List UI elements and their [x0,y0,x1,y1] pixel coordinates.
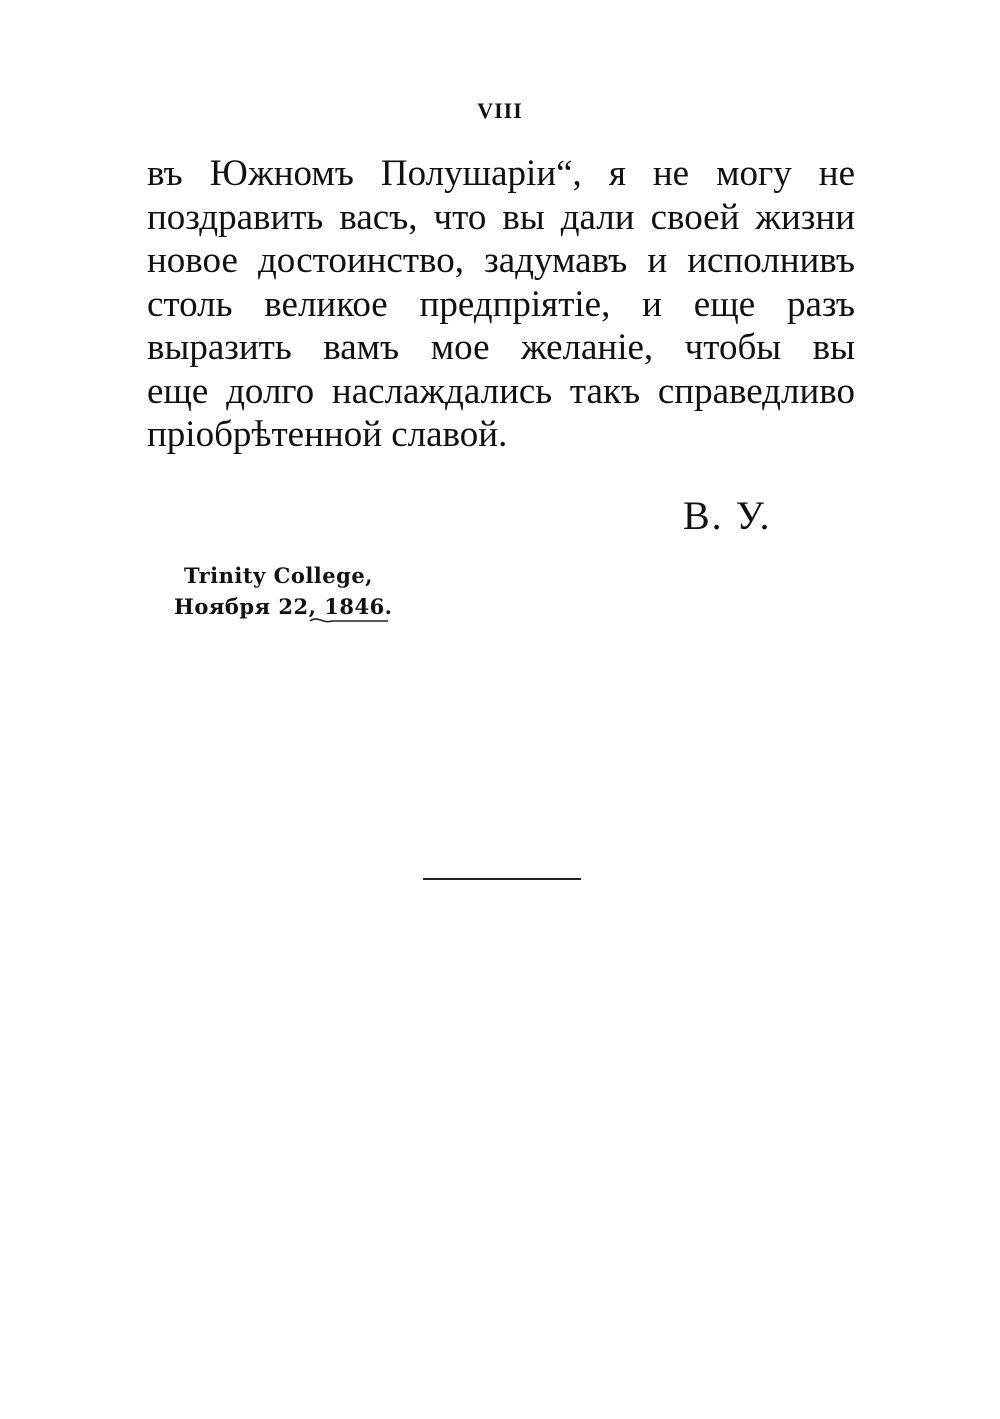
body-line: выразить вамъ мое желаніе, чтобы вы [147,327,855,368]
body-line: столь великое предпріятіе, и еще разъ [147,283,855,325]
body-line: поздравить васъ, что вы дали своей жизни [147,196,855,238]
dateline-date-prefix: Ноября 22, [174,594,317,619]
dateline-year: 1846. [324,594,393,619]
body-line: въ Южномъ Полушаріи“, я не могу не [147,153,855,194]
body-line: еще долго наслаждались такъ справедливо [147,370,855,412]
body-line: пріобрѣтенной славой. [147,414,508,455]
section-divider [423,878,581,880]
body-line: новое достоинство, задумавъ и исполнивъ [147,240,855,281]
letter-body [147,152,855,457]
signature-initials: В. У. [683,493,772,538]
dateline-place: Trinity College, [184,563,373,588]
year-underline-flourish [308,612,390,624]
page-number: VIII [477,98,523,123]
